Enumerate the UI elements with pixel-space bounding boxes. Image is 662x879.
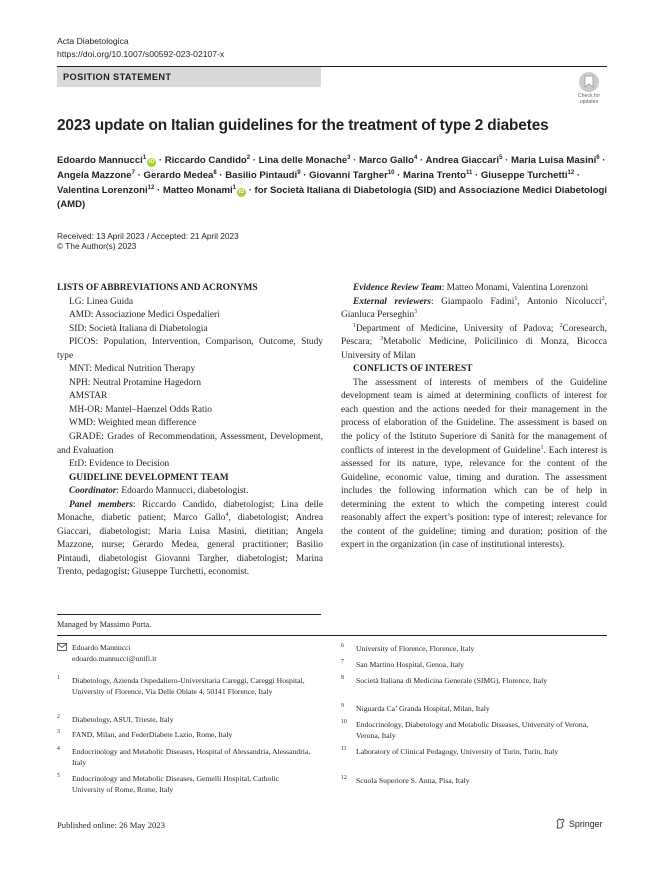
author-name[interactable]: Giovanni Targher	[309, 169, 388, 181]
abbreviation-item: GRADE: Grades of Recommendation, Assessment, Development, and Evaluation	[57, 432, 323, 456]
affiliation-text: Diabetology, Azienda Ospedaliero-Universitaria Careggi, Careggi Hospital, University of Florence, Via Delle Oblate 4, 50141 Florence, Italy	[72, 676, 305, 697]
evidence-team-paragraph	[341, 282, 607, 296]
panel-label: Panel members	[69, 499, 133, 510]
author-name[interactable]: Angela Mazzone	[57, 169, 132, 181]
coi-sup: 1	[540, 444, 544, 451]
team-heading: GUIDELINE DEVELOPMENT TEAM	[69, 472, 229, 483]
reviewer-sup: 2	[601, 295, 605, 302]
author-list: Edoardo Mannucci$^1$iD · Riccardo Candido$^2$ · Lina delle Monache$^3$ · Marco Gallo$^4$ · Andrea Giaccari$^5$ · Maria Luisa Masini$^6$ · Angela Mazzone$^7$ · Gerardo Medea$^8$ · Basilio Pintaudi$^9$ · Giovanni Targher$^{10}$ · Marina Trento$^{11}$ · Giuseppe Turchetti$^{12}$ · Valentina Lorenzoni$^{12}$ · Matteo Monami$^1$iD · for Società Italiana di Diabetologia (SID) and Associazione Medici Diabetologi (AMD)	[57, 154, 608, 211]
reviewer-sup: 1	[514, 295, 518, 302]
left-column	[57, 282, 323, 580]
abbreviation-item: AMD: Associazione Medici Ospedalieri	[69, 310, 220, 321]
affiliation-text: Niguarda Ca’ Granda Hospital, Milan, Italy	[356, 704, 490, 713]
check-for-updates-badge[interactable]	[572, 72, 606, 106]
check-for-updates-sublabel: updates	[579, 99, 599, 105]
managed-by-note: Managed by Massimo Porta.	[57, 620, 152, 629]
abbreviation-item: EtD: Evidence to Decision	[69, 459, 170, 470]
affiliation-text: University of Florence, Florence, Italy	[356, 644, 475, 653]
author-name[interactable]: Matteo Monami	[162, 184, 233, 196]
reviewer-sup: 3	[414, 308, 418, 315]
author-affiliation-sup: 1	[142, 154, 147, 161]
copyright-notice: © The Author(s) 2023	[57, 241, 137, 251]
affil-text: Department of Medicine, University of Padova;	[356, 323, 560, 334]
affil-sup: 2	[559, 322, 563, 329]
affiliation-number: 8	[341, 675, 344, 681]
author-name[interactable]: Marina Trento	[403, 169, 466, 181]
article-title: 2023 update on Italian guidelines for the treatment of type 2 diabetes	[57, 117, 549, 134]
author-name[interactable]: Marco Gallo	[359, 155, 414, 166]
evidence-team-text: : Matteo Monami, Valentina Lorenzoni	[441, 283, 589, 293]
panel-paragraph	[57, 499, 323, 580]
affiliation-text: Laboratory of Clinical Pedagogy, University of Turin, Turin, Italy	[356, 747, 559, 756]
panel-text-cont: , diabetologist; Andrea Giaccari, diabetologist; Maria Luisa Masini, dietitian; Angela Mazzone, nurse; Gerardo Medea, general practitioner; Basilio Pintaudi, diabetologist Giovanni Targher, diabetologist; Marina Trento, pedagogist; Giuseppe Turchetti, economist.	[57, 513, 323, 578]
affiliation-text: Endocrinology and Metabolic Diseases, Gemelli Hospital, Catholic University of Rome, Rome, Italy	[72, 774, 280, 795]
author-affiliation-sup: 4	[413, 154, 418, 161]
author-name[interactable]: Gerardo Medea	[143, 169, 214, 181]
affiliation-number: 1	[57, 675, 60, 681]
affiliation-text: Endocrinology, Diabetology and Metabolic Diseases, University of Verona, Verona, Italy	[356, 720, 589, 741]
reviewers-paragraph	[341, 296, 607, 323]
affiliation-text: Endocrinology and Metabolic Diseases, Hospital of Alessandria, Alessandria, Italy	[72, 747, 311, 768]
author-affiliation-sup: 12	[147, 184, 155, 191]
author-affiliation-sup: 3	[347, 154, 351, 161]
author-affiliation-sup: 5	[499, 154, 503, 161]
coi-heading: CONFLICTS OF INTEREST	[353, 364, 473, 375]
springer-horse-icon	[555, 818, 566, 829]
author-name[interactable]: for Società Italiana di Diabetologia (SID) and Associazione Medici Diabetologi (AMD)	[57, 184, 608, 211]
author-name[interactable]: Andrea Giaccari	[425, 155, 500, 166]
author-name[interactable]: Valentina Lorenzoni	[57, 184, 148, 196]
author-affiliation-sup: 7	[131, 169, 135, 176]
abbreviation-item: AMSTAR	[69, 391, 108, 402]
abbreviation-item: NPH: Neutral Protamine Hagedorn	[69, 377, 202, 388]
orcid-icon[interactable]: iD	[148, 159, 155, 165]
author-affiliation-sup: 12	[567, 169, 575, 176]
author-affiliation-sup: 2	[246, 154, 251, 161]
affiliation-number: 10	[341, 719, 347, 725]
affiliation-text: San Martino Hospital, Genoa, Italy	[356, 660, 465, 669]
check-for-updates-label: Check for	[577, 93, 601, 99]
author-affiliation-sup: 9	[297, 169, 301, 176]
abbreviation-item: SID: Società Italiana di Diabetologia	[69, 323, 208, 334]
affiliation-number: 4	[57, 746, 60, 752]
affiliation-number: 7	[341, 659, 344, 665]
reviewers-label: External reviewers	[353, 296, 431, 307]
author-affiliation-sup: 10	[387, 169, 395, 176]
coi-text-cont: . Each interest is assessed for its nature, type, relevance for the content of the Guideline, economic value, timing and duration. The assessment includes the following information which can be of help in determining the extent to which the competing interest could reasonably affect the expert’s position: type of interest; relevance for the content of the guideline; timing and duration; position of the expert in the organization (in case of institutional interests).	[341, 445, 607, 551]
author-name[interactable]: Maria Luisa Masini	[510, 155, 597, 166]
affiliation-number: 3	[57, 729, 60, 735]
reviewers-text: : Giampaolo Fadini	[430, 296, 515, 307]
envelope-icon	[57, 643, 67, 651]
affiliation-number: 6	[341, 643, 344, 649]
author-name[interactable]: Riccardo Candido	[164, 155, 247, 166]
reviewer-affiliations	[341, 323, 607, 364]
affiliation-text: FAND, Milan, and FederDiabete Lazio, Rome, Italy	[72, 730, 233, 739]
evidence-team-label: Evidence Review Team	[353, 283, 442, 293]
panel-sup: 4	[225, 512, 229, 519]
bookmark-icon	[583, 75, 595, 89]
panel-text: : Riccardo Candido, diabetologist; Lina delle Monache, diabetic patient; Marco Gallo	[57, 499, 323, 524]
published-date: Published online: 26 May 2023	[57, 820, 165, 830]
correspondence-name: Edoardo Mannucci	[72, 643, 131, 652]
abbreviation-item: PICOS: Population, Intervention, Comparison, Outcome, Study type	[57, 337, 323, 361]
publisher-logo	[555, 818, 603, 829]
affil-sup: 1	[353, 322, 356, 329]
article-type-banner: POSITION STATEMENT	[57, 67, 321, 87]
affiliation-number: 9	[341, 703, 344, 709]
author-name[interactable]: Giuseppe Turchetti	[480, 169, 568, 181]
reviewers-text: , Antonio Nicolucci	[517, 296, 602, 307]
coordinator-text: : Edoardo Mannucci, diabetologist.	[116, 486, 249, 497]
affiliation-number: 5	[57, 773, 60, 779]
coi-paragraph	[341, 377, 607, 553]
affiliation-number: 12	[341, 775, 347, 781]
doi-link[interactable]: https://doi.org/10.1007/s00592-023-02107-x	[57, 49, 225, 59]
author-affiliation-sup: 11	[465, 169, 473, 176]
coordinator-paragraph	[57, 485, 323, 499]
orcid-icon[interactable]: iD	[238, 188, 245, 195]
author-name[interactable]: Lina delle Monache	[258, 155, 348, 166]
right-column	[341, 282, 607, 553]
coi-text: The assessment of interests of members of the Guideline development team is aimed at determining conflicts of interest for each question and the actions needed for their management in the process of elaboration of the Guideline. The assessment is based on the policy of the Istituto Superiore di Sanità for the management of conflicts of interest in the development of Guideline	[341, 377, 607, 456]
affiliation-text: Società Italiana di Medicina Generale (SIMG), Florence, Italy	[356, 676, 548, 685]
abbreviation-item: WMD: Weighted mean difference	[69, 418, 197, 429]
footnote-divider	[57, 614, 321, 615]
affiliations-divider	[57, 635, 607, 636]
coordinator-label: Coordinator	[69, 486, 117, 497]
abbreviation-item: MNT: Medical Nutrition Therapy	[69, 364, 196, 375]
author-affiliation-sup: 6	[596, 154, 600, 161]
abbreviation-item: LG: Linea Guida	[69, 296, 134, 307]
reviewers-text: , Gianluca Perseghin	[341, 296, 607, 321]
abbreviation-item: MH-OR: Mantel–Haenzel Odds Ratio	[69, 404, 212, 415]
abbreviation-list	[57, 296, 323, 472]
author-affiliation-sup: 8	[213, 169, 217, 176]
publisher-name: Springer	[569, 819, 603, 829]
affiliation-text: Diabetology, ASUI, Trieste, Italy	[72, 715, 174, 724]
affil-text: Metabolic Medicine, Policilinico di Monza, Bicocca University of Milan	[341, 337, 608, 361]
affil-text: Coresearch, Pescara;	[341, 323, 607, 348]
author-name[interactable]: Edoardo Mannucci	[57, 155, 143, 166]
author-name[interactable]: Basilio Pintaudi	[225, 169, 298, 181]
affiliation-number: 11	[341, 746, 347, 752]
journal-name: Acta Diabetologica	[57, 36, 129, 46]
author-affiliation-sup: 1	[232, 184, 237, 191]
abbreviations-heading: LISTS OF ABBREVIATIONS AND ACRONYMS	[57, 283, 258, 293]
affiliation-number: 2	[57, 714, 60, 720]
affiliation-text: Scuola Superiore S. Anna, Pisa, Italy	[356, 776, 470, 785]
affil-sup: 3	[380, 336, 384, 343]
received-dates: Received: 13 April 2023 / Accepted: 21 April 2023	[57, 231, 239, 241]
correspondence-email[interactable]: edoardo.mannucci@unifi.it	[72, 654, 157, 663]
